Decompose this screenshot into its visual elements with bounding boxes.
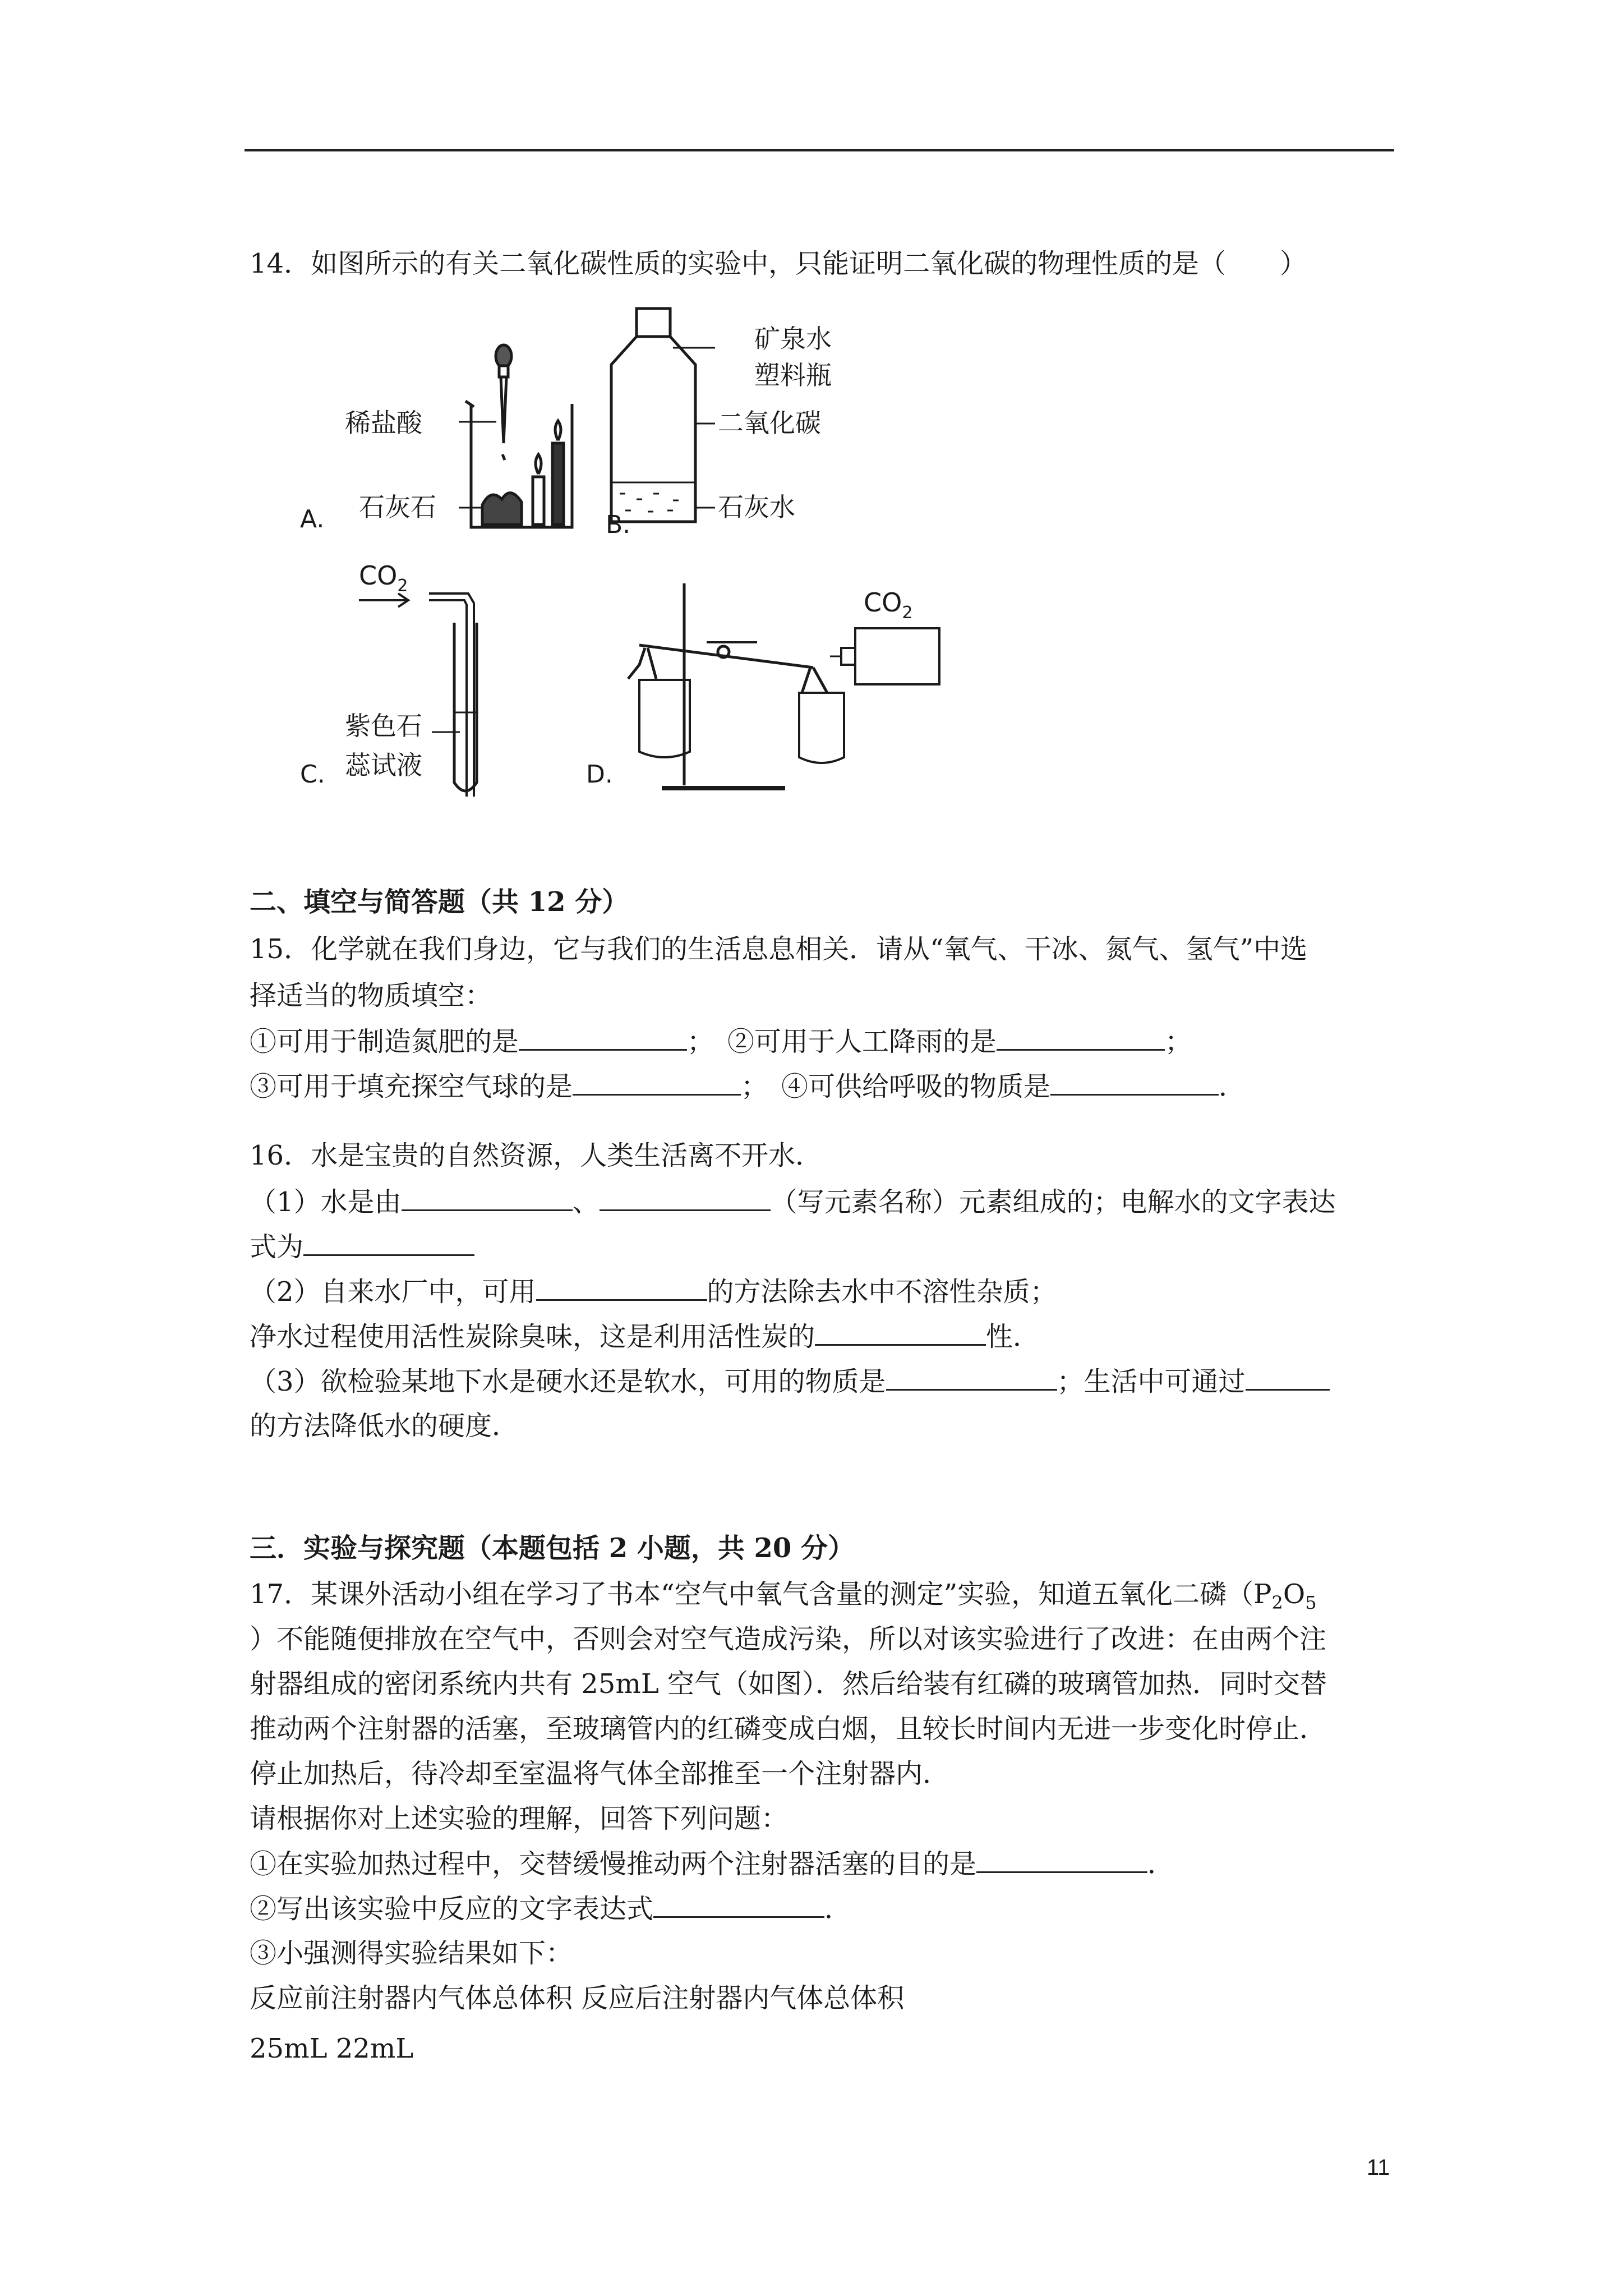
q16-blank-5[interactable] [815, 1319, 986, 1346]
q17-table-header: 反应前注射器内气体总体积 反应后注射器内气体总体积 [250, 1982, 905, 2014]
q17-item-2-text: ②写出该实验中反应的文字表达式 [250, 1893, 654, 1925]
figure-c-gas-label [359, 560, 408, 596]
q15-line-2: 择适当的物质填空： [250, 980, 492, 1011]
q17-line-6: 请根据你对上述实验的理解，回答下列问题： [250, 1803, 789, 1834]
q15-item-2: ②可用于人工降雨的是 [727, 1026, 997, 1057]
q15-item-4: ④可供给呼吸的物质是 [781, 1071, 1051, 1102]
q17-item-1 [250, 1847, 1174, 1881]
figure-c-letter: C. [300, 760, 325, 789]
q16-part-2-cont [250, 1319, 1040, 1354]
q14-figures-top [280, 292, 953, 550]
section-3-heading: 三．实验与探究题（本题包括 2 小题，共 20 分） [250, 1533, 855, 1564]
q17-item-2 [250, 1892, 851, 1926]
q15-blank-2[interactable] [997, 1024, 1165, 1051]
figure-c-gas-sub: 2 [397, 576, 408, 596]
q16-p3a: （3）欲检验某地下水是硬水还是软水，可用的物质是 [250, 1366, 886, 1397]
q17-line-1 [250, 1577, 1317, 1619]
q15-item-1: ①可用于制造氮肥的是 [250, 1026, 519, 1057]
q16-blank-7[interactable] [1246, 1364, 1330, 1391]
figure-b-letter: B. [606, 510, 631, 539]
q15-sep-3: ； [741, 1071, 782, 1102]
q15-item-3: ③可用于填充探空气球的是 [250, 1071, 573, 1102]
header-rule [245, 149, 1394, 151]
q17-blank-2[interactable] [653, 1892, 824, 1918]
figure-b-water-label: 石灰水 [718, 492, 795, 522]
q17-line-1-text: 17．某课外活动小组在学习了书本“空气中氧气含量的测定”实验，知道五氧化二磷（P [250, 1579, 1272, 1610]
q15-end-4: ． [1219, 1071, 1246, 1102]
q16-part-1-cont [250, 1230, 474, 1264]
figure-d-gas-label [864, 587, 912, 623]
q17-line-4: 推动两个注射器的活塞，至玻璃管内的红磷变成白烟，且较长时间内无进一步变化时停止． [250, 1713, 1327, 1745]
q16-p1a: （1）水是由 [250, 1186, 402, 1218]
q17-item-3: ③小强测得实验结果如下： [250, 1938, 573, 1969]
q16-blank-6[interactable] [886, 1364, 1057, 1391]
figure-d-letter: D. [586, 760, 613, 789]
q15-row-1 [250, 1024, 1192, 1059]
figure-c-liquid-label-1: 紫色石 [345, 711, 422, 741]
q16-part-2 [250, 1274, 1057, 1309]
figure-c-gas: CO [359, 560, 398, 591]
q17-line-3: 射器组成的密闭系统内共有 25mL 空气（如图）．然后给装有红磷的玻璃管加热．同时交替 [250, 1668, 1327, 1700]
q15-blank-3[interactable] [573, 1069, 741, 1096]
q17-oxygen: O [1283, 1579, 1306, 1610]
q16-blank-2[interactable] [600, 1185, 771, 1211]
q17-item-1-text: ①在实验加热过程中，交替缓慢推动两个注射器活塞的目的是 [250, 1848, 977, 1880]
q15-sep-1: ； [687, 1026, 728, 1057]
figure-d-gas-sub: 2 [902, 603, 913, 623]
q14-figures-bottom [280, 550, 1009, 808]
q16-p2d: 性． [986, 1321, 1040, 1352]
figure-a-letter: A. [300, 505, 325, 533]
q16-blank-4[interactable] [536, 1274, 707, 1301]
q17-line-2: ）不能随便排放在空气中，否则会对空气造成污染，所以对该实验进行了改进：在由两个注 [250, 1623, 1327, 1655]
q16-blank-3[interactable] [303, 1230, 474, 1256]
figure-c-liquid-label-2: 蕊试液 [345, 750, 422, 780]
q15-blank-1[interactable] [519, 1024, 687, 1051]
q17-line-5: 停止加热后，待冷却至室温将气体全部推至一个注射器内． [250, 1758, 950, 1789]
q15-row-2 [250, 1069, 1246, 1103]
q16-p1d: 式为 [250, 1231, 304, 1263]
figure-b-bottle-label-1: 矿泉水 [754, 324, 832, 354]
q15-blank-4[interactable] [1050, 1069, 1219, 1096]
q16-p2a: （2）自来水厂中，可用 [250, 1276, 536, 1308]
figure-b-gas-label: 二氧化碳 [718, 408, 821, 438]
section-2-heading: 二、填空与简答题（共 12 分） [250, 886, 629, 918]
q16-p1b: 、 [572, 1186, 600, 1218]
q16-part-1 [250, 1185, 1336, 1219]
q16-p1c: （写元素名称）元素组成的；电解水的文字表达 [770, 1186, 1336, 1218]
page-number: 11 [1367, 2155, 1390, 2180]
q17-blank-1[interactable] [976, 1847, 1147, 1873]
figure-b-bottle [611, 309, 715, 522]
q17-item-2-end: ． [824, 1893, 852, 1925]
figure-b-bottle-label-2: 塑料瓶 [754, 360, 832, 390]
figure-a-stone-label: 石灰石 [359, 492, 436, 522]
q16-part-3 [250, 1364, 1330, 1398]
q14-stem: 14．如图所示的有关二氧化碳性质的实验中，只能证明二氧化碳的物理性质的是（ ） [250, 248, 1307, 279]
figure-d-gas: CO [864, 587, 902, 618]
q17-table-values: 25mL 22mL [250, 2033, 414, 2064]
q15-line-1: 15．化学就在我们身边，它与我们的生活息息相关．请从“氧气、干冰、氮气、氢气”中选 [250, 933, 1308, 965]
figure-a-acid-label: 稀盐酸 [345, 408, 422, 438]
q16-blank-1[interactable] [402, 1185, 573, 1211]
q16-line-1: 16．水是宝贵的自然资源，人类生活离不开水． [250, 1140, 823, 1171]
q16-p2b: 的方法除去水中不溶性杂质； [707, 1276, 1057, 1308]
q16-p3c: 的方法降低水的硬度． [250, 1410, 519, 1442]
q16-p2c: 净水过程使用活性炭除臭味，这是利用活性炭的 [250, 1321, 815, 1352]
figure-a-beaker [459, 345, 572, 527]
q16-p3b: ；生活中可通过 [1057, 1366, 1246, 1397]
q15-end-2: ； [1165, 1026, 1192, 1057]
q17-sub-2: 5 [1305, 1592, 1317, 1613]
q17-item-1-end: ． [1147, 1848, 1175, 1880]
q17-sub-1: 2 [1271, 1592, 1283, 1613]
